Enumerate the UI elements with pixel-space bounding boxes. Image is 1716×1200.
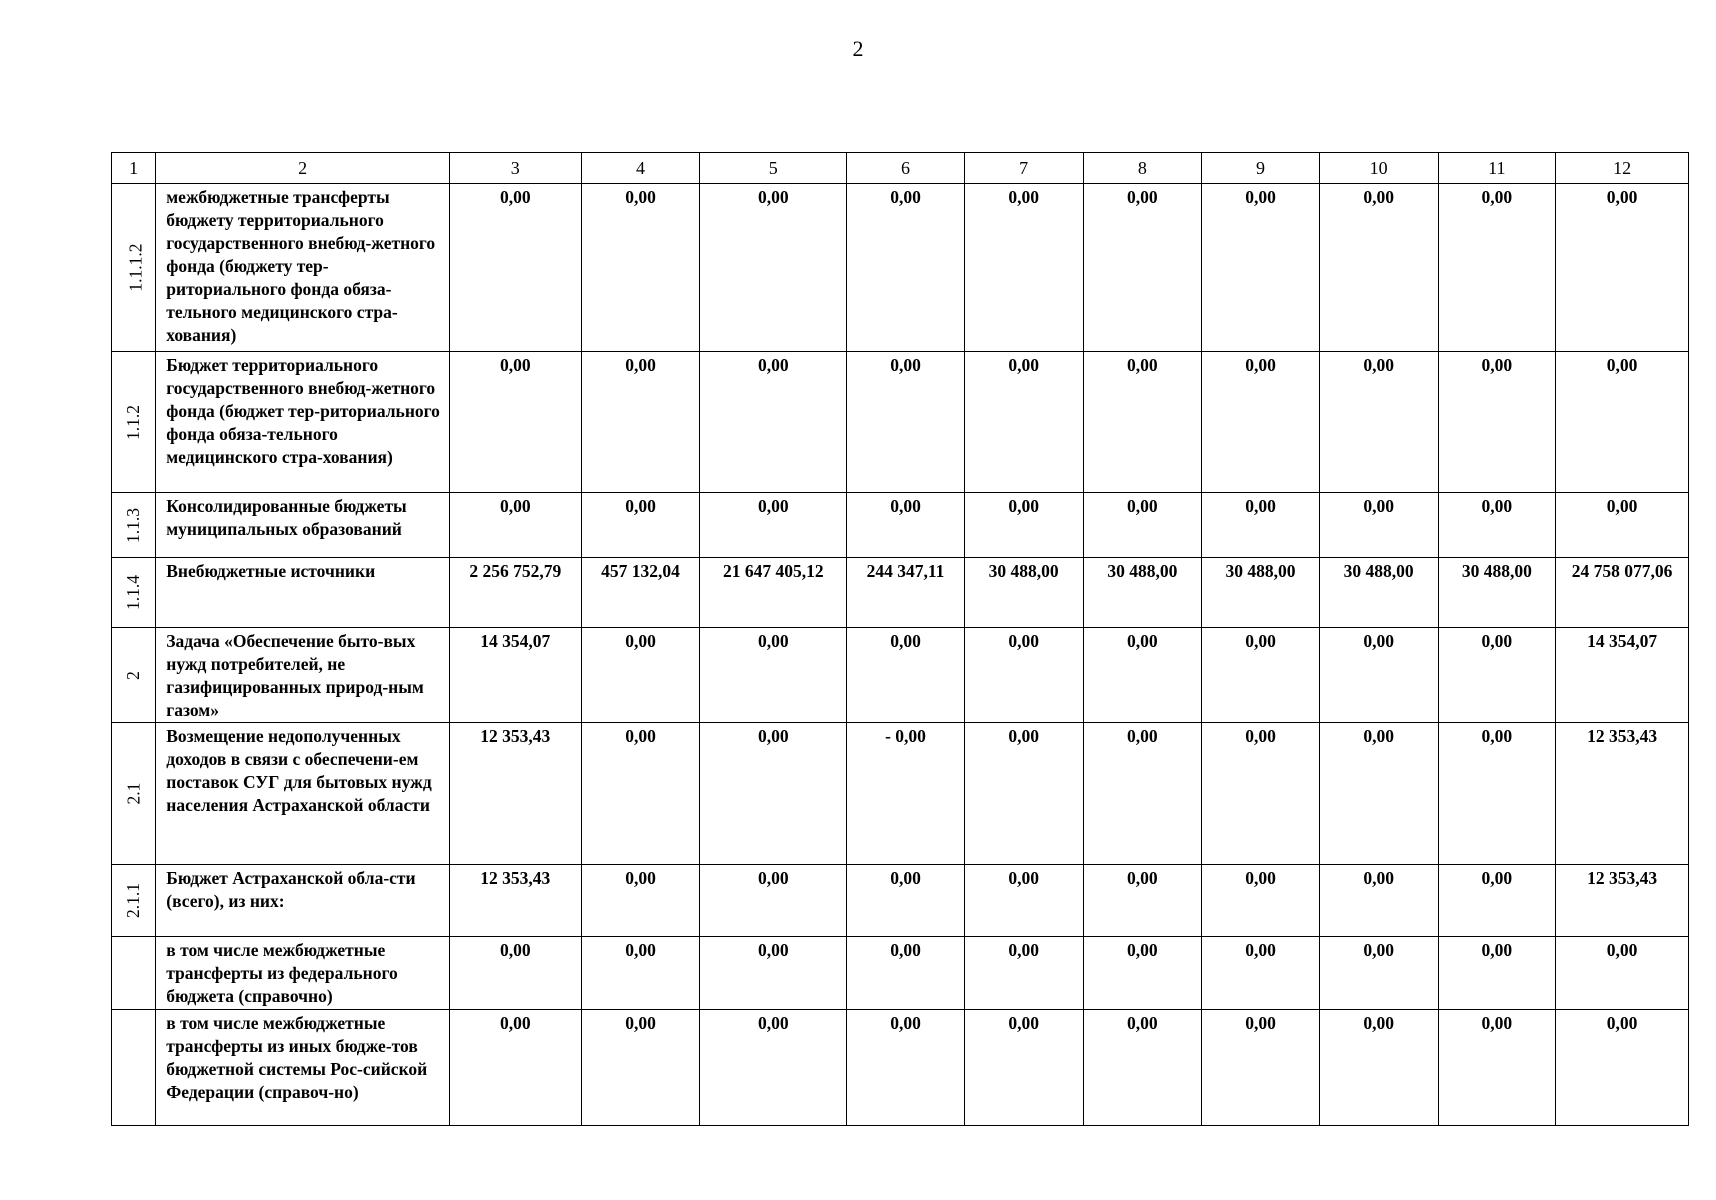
value-cell: 30 488,00 — [1319, 558, 1438, 628]
value-cell: 0,00 — [1319, 723, 1438, 865]
value-cell: 30 488,00 — [1202, 558, 1320, 628]
value-cell: 0,00 — [1438, 1010, 1556, 1126]
value-cell: 30 488,00 — [1438, 558, 1556, 628]
value-cell: 0,00 — [1438, 723, 1556, 865]
value-cell: 0,00 — [1438, 352, 1556, 493]
row-code: 2.1 — [123, 782, 144, 805]
column-header: 7 — [964, 153, 1083, 184]
value-cell: 0,00 — [1202, 628, 1320, 723]
value-cell: 0,00 — [964, 723, 1083, 865]
value-cell: 0,00 — [1319, 628, 1438, 723]
value-cell: 0,00 — [1202, 1010, 1320, 1126]
table-row — [112, 1010, 1689, 1126]
row-code-cell — [112, 865, 156, 937]
value-cell: - 0,00 — [847, 723, 965, 865]
value-cell: 0,00 — [1319, 1010, 1438, 1126]
value-cell: 14 354,07 — [1556, 628, 1689, 723]
table-row — [112, 723, 1689, 865]
value-cell: 0,00 — [1319, 865, 1438, 937]
value-cell: 0,00 — [581, 1010, 700, 1126]
table-row — [112, 352, 1689, 493]
value-cell: 0,00 — [581, 184, 700, 352]
value-cell: 0,00 — [700, 1010, 847, 1126]
column-header: 10 — [1319, 153, 1438, 184]
value-cell: 0,00 — [847, 352, 965, 493]
value-cell: 0,00 — [449, 937, 581, 1010]
row-name: в том числе межбюджетные трансферты из федерального бюджета (справочно) — [156, 937, 450, 1010]
value-cell: 21 647 405,12 — [700, 558, 847, 628]
table-row — [112, 558, 1689, 628]
value-cell: 0,00 — [1438, 184, 1556, 352]
row-code-cell — [112, 628, 156, 723]
column-header: 11 — [1438, 153, 1556, 184]
value-cell: 0,00 — [1556, 184, 1689, 352]
row-code: 1.1.4 — [123, 575, 144, 610]
value-cell: 12 353,43 — [449, 723, 581, 865]
value-cell: 244 347,11 — [847, 558, 965, 628]
value-cell: 30 488,00 — [1083, 558, 1202, 628]
column-header: 8 — [1083, 153, 1202, 184]
value-cell: 0,00 — [1438, 937, 1556, 1010]
value-cell: 0,00 — [700, 937, 847, 1010]
value-cell: 0,00 — [847, 493, 965, 558]
value-cell: 0,00 — [1083, 628, 1202, 723]
value-cell: 0,00 — [1083, 184, 1202, 352]
value-cell: 0,00 — [847, 184, 965, 352]
value-cell: 24 758 077,06 — [1556, 558, 1689, 628]
value-cell: 0,00 — [1083, 865, 1202, 937]
value-cell: 0,00 — [1319, 184, 1438, 352]
value-cell: 0,00 — [700, 723, 847, 865]
table-row — [112, 184, 1689, 352]
row-name: Возмещение недополученных доходов в связи с обеспечени-ем поставок СУГ для бытовых нужд населения Астраханской области — [156, 723, 450, 865]
value-cell: 0,00 — [847, 1010, 965, 1126]
table-row — [112, 937, 1689, 1010]
value-cell: 0,00 — [1319, 352, 1438, 493]
value-cell: 0,00 — [700, 628, 847, 723]
row-name: Бюджет Астраханской обла-сти (всего), из них: — [156, 865, 450, 937]
value-cell: 0,00 — [1438, 493, 1556, 558]
value-cell: 0,00 — [700, 352, 847, 493]
value-cell: 0,00 — [964, 352, 1083, 493]
row-code-cell — [112, 184, 156, 352]
row-code: 2.1.1 — [123, 883, 144, 918]
value-cell: 0,00 — [1202, 937, 1320, 1010]
table-row — [112, 628, 1689, 723]
row-name: Консолидированные бюджеты муниципальных образований — [156, 493, 450, 558]
table-row — [112, 865, 1689, 937]
value-cell: 2 256 752,79 — [449, 558, 581, 628]
row-name: Бюджет территориального государственного внебюд-жетного фонда (бюджет тер-риториального фонда обяза-тельного медицинского стра-хования) — [156, 352, 450, 493]
value-cell: 0,00 — [700, 184, 847, 352]
value-cell: 0,00 — [964, 184, 1083, 352]
row-name: Задача «Обеспечение быто-вых нужд потребителей, не газифицированных природ-ным газом» — [156, 628, 450, 723]
header-row — [112, 153, 1689, 184]
value-cell: 0,00 — [1319, 937, 1438, 1010]
value-cell: 0,00 — [1438, 628, 1556, 723]
value-cell: 0,00 — [964, 1010, 1083, 1126]
value-cell: 0,00 — [1083, 723, 1202, 865]
value-cell: 0,00 — [1083, 1010, 1202, 1126]
row-name: межбюджетные трансферты бюджету территориального государственного внебюд-жетного фонда (бюджету тер-риториального фонда обяза-тельного медицинского стра-хования) — [156, 184, 450, 352]
row-code: 1.1.1.2 — [125, 243, 146, 292]
row-name: Внебюджетные источники — [156, 558, 450, 628]
row-code-cell — [112, 1010, 156, 1126]
value-cell: 0,00 — [449, 1010, 581, 1126]
value-cell: 0,00 — [1556, 1010, 1689, 1126]
value-cell: 0,00 — [700, 493, 847, 558]
value-cell: 0,00 — [1556, 493, 1689, 558]
value-cell: 12 353,43 — [1556, 865, 1689, 937]
value-cell: 0,00 — [1083, 937, 1202, 1010]
value-cell: 0,00 — [581, 723, 700, 865]
row-code-cell — [112, 937, 156, 1010]
row-code: 1.1.2 — [123, 404, 144, 440]
value-cell: 0,00 — [1202, 865, 1320, 937]
value-cell: 0,00 — [581, 865, 700, 937]
row-code-cell — [112, 493, 156, 558]
value-cell: 0,00 — [1319, 493, 1438, 558]
value-cell: 0,00 — [1202, 493, 1320, 558]
table-row — [112, 493, 1689, 558]
column-header: 9 — [1202, 153, 1320, 184]
column-header: 2 — [156, 153, 450, 184]
column-header: 3 — [449, 153, 581, 184]
value-cell: 30 488,00 — [964, 558, 1083, 628]
value-cell: 0,00 — [1202, 723, 1320, 865]
value-cell: 0,00 — [1202, 184, 1320, 352]
value-cell: 0,00 — [1083, 352, 1202, 493]
value-cell: 0,00 — [700, 865, 847, 937]
page-number: 2 — [852, 36, 864, 61]
value-cell: 0,00 — [449, 184, 581, 352]
value-cell: 0,00 — [581, 628, 700, 723]
value-cell: 0,00 — [449, 352, 581, 493]
value-cell: 0,00 — [964, 493, 1083, 558]
value-cell: 0,00 — [847, 937, 965, 1010]
value-cell: 0,00 — [964, 937, 1083, 1010]
value-cell: 0,00 — [1083, 493, 1202, 558]
row-code: 1.1.3 — [123, 507, 144, 543]
value-cell: 0,00 — [449, 493, 581, 558]
column-header: 5 — [700, 153, 847, 184]
row-name: в том числе межбюджетные трансферты из иных бюдже-тов бюджетной системы Рос-сийской Федерации (справоч-но) — [156, 1010, 450, 1126]
value-cell: 0,00 — [1556, 937, 1689, 1010]
value-cell: 14 354,07 — [449, 628, 581, 723]
row-code: 2 — [123, 670, 144, 680]
value-cell: 0,00 — [847, 628, 965, 723]
row-code-cell — [112, 558, 156, 628]
column-header: 12 — [1556, 153, 1689, 184]
row-code-cell — [112, 352, 156, 493]
column-header: 1 — [112, 153, 156, 184]
value-cell: 12 353,43 — [449, 865, 581, 937]
budget-table — [111, 152, 1689, 1126]
value-cell: 0,00 — [1202, 352, 1320, 493]
value-cell: 0,00 — [1438, 865, 1556, 937]
value-cell: 12 353,43 — [1556, 723, 1689, 865]
value-cell: 0,00 — [581, 352, 700, 493]
value-cell: 0,00 — [964, 865, 1083, 937]
row-code-cell — [112, 723, 156, 865]
value-cell: 0,00 — [581, 937, 700, 1010]
value-cell: 0,00 — [847, 865, 965, 937]
value-cell: 0,00 — [581, 493, 700, 558]
column-header: 4 — [581, 153, 700, 184]
value-cell: 0,00 — [1556, 352, 1689, 493]
value-cell: 0,00 — [964, 628, 1083, 723]
value-cell: 457 132,04 — [581, 558, 700, 628]
column-header: 6 — [847, 153, 965, 184]
